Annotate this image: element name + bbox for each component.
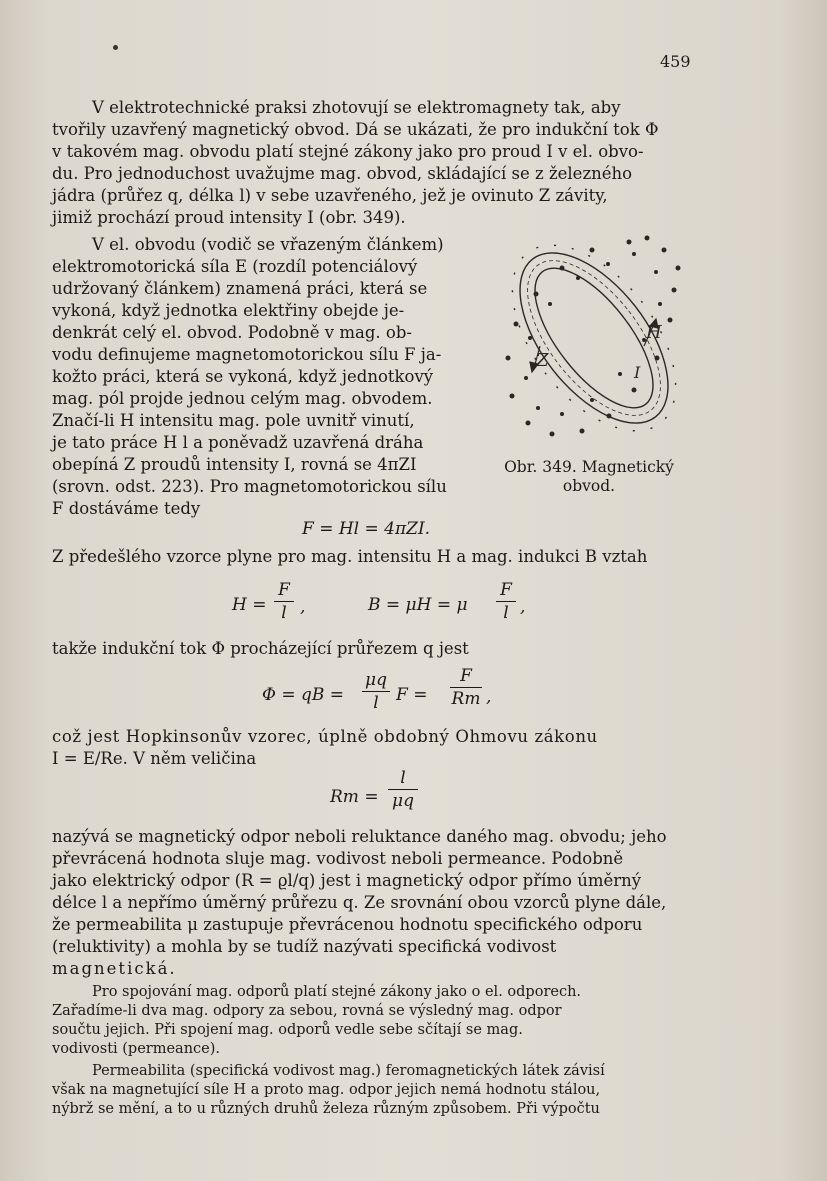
text-line: takže indukční tok Φ procházející průřezem q jest (52, 639, 469, 658)
p1-line: jádra (průřez q, délka l) v sebe uzavřeného, jež je ovinuto Z závity, (52, 186, 608, 205)
p2-line: je tato práce H l a poněvadž uzavřená dráha (52, 433, 424, 452)
p1-line: du. Pro jednoduchost uvažujme mag. obvod, skládající se z železného (52, 164, 633, 183)
text-line: nazývá se magnetický odpor neboli reluktance daného mag. obvodu; jeho (52, 827, 667, 846)
numerator: l (400, 768, 406, 788)
p2-line: (srovn. odst. 223). Pro magnetomotorickou sílu (52, 477, 447, 496)
p2-line: kožto práci, která se vykoná, když jednotkový (52, 367, 434, 386)
small-line: součtu jejich. Při spojení mag. odporů vedle sebe sčítají se mag. (52, 1022, 523, 1038)
p2-line: elektromotorická síla E (rozdíl potenciálový (52, 257, 418, 276)
p2-line: Značí-li H intensitu mag. pole uvnitř vinutí, (52, 411, 415, 430)
fraction-muq-over-l (362, 670, 390, 713)
equation-rm-lhs: Rm = (330, 787, 379, 807)
p2-line: F dostáváme tedy (52, 499, 201, 518)
numerator: F (460, 666, 472, 686)
text-line: převrácená hodnota sluje mag. vodivost neboli permeance. Podobně (52, 849, 624, 868)
fraction-f-over-rm (450, 666, 482, 709)
fraction-f-over-l (274, 580, 294, 623)
p2-line: denkrát celý el. obvod. Podobně v mag. ob- (52, 323, 412, 342)
text-line: délce l a nepřímo úměrný průřezu q. Ze srovnání obou vzorců plyne dále, (52, 893, 667, 912)
p2-line: vodu definujeme magnetomotorickou sílu F ja- (52, 345, 442, 364)
magnetic-circuit-figure (494, 228, 694, 450)
p2-line: vykoná, když jednotka elektřiny obejde je- (52, 301, 405, 320)
denominator: l (503, 603, 509, 623)
equation-phi-lhs: Φ = qB = (262, 685, 345, 705)
ink-spot (113, 45, 118, 50)
denominator: Rm (451, 689, 481, 709)
text-line: Z předešlého vzorce plyne pro mag. intensitu H a mag. indukci B vztah (52, 547, 648, 566)
caption-line: Obr. 349. Magnetický (504, 458, 674, 476)
numerator: F (278, 580, 290, 600)
text-line: (reluktivity) a mohla by se tudíž nazývati specifická vodivost (52, 937, 557, 956)
small-line: Permeabilita (specifická vodivost mag.) feromagnetických látek závisí (92, 1063, 605, 1079)
text-line: magnetická. (52, 959, 177, 978)
page-number: 459 (660, 52, 691, 71)
p2-line: udržovaný článkem) znamená práci, která se (52, 279, 428, 298)
p2-line: obepíná Z proudů intensity I, rovná se 4πZI (52, 455, 417, 474)
p1-line: V elektrotechnické praksi zhotovují se elektromagnety tak, aby (92, 98, 621, 117)
small-line: vodivosti (permeance). (52, 1041, 221, 1057)
numerator: μq (365, 670, 387, 690)
denominator: l (373, 693, 379, 713)
small-line: nýbrž se mění, a to u různých druhů železa různým způsobem. Při výpočtu (52, 1101, 600, 1117)
text-line: že permeabilita μ zastupuje převrácenou hodnotu specifického odporu (52, 915, 643, 934)
figure-caption (494, 458, 684, 496)
fraction-l-over-muq (388, 768, 418, 811)
equation-b: B = μH = μ (368, 595, 468, 615)
denominator: μq (392, 791, 414, 811)
text-line: jako elektrický odpor (R = ϱl/q) jest i magnetický odpor přímo úměrný (52, 871, 642, 890)
text-line: což jest Hopkinsonův vzorec, úplně obdobný Ohmovu zákonu (52, 727, 598, 746)
figure-label-h: H (646, 322, 662, 343)
p1-line: jimiž prochází proud intensity I (obr. 349). (52, 208, 406, 227)
equation-h-lhs: H = (232, 595, 267, 615)
small-line: Pro spojování mag. odporů platí stejné zákony jako o el. odporech. (92, 984, 582, 1000)
small-line: Zařadíme-li dva mag. odpory za sebou, rovná se výsledný mag. odpor (52, 1003, 562, 1019)
book-page: 459 V elektrotechnické praksi zhotovují se elektromagnety tak, aby tvořily uzavřený magnetický obvod. Dá se ukázati, že pro indukční tok Φ v takovém mag. obvodu platí stejné zákony jako pro proud I v el. obvo- du. Pro jednoduchost uvažujme mag. obvod, skládající se z železného jádra (průřez q, délka l) v sebe uzavřeného, jež je ovinuto Z závity, jimiž prochází proud intensity I (obr. 349). V el. obvodu (vodič se vřazeným článkem) elektromotorická síla E (rozdíl potenciálový udržovaný článkem) znamená práci, která se vykoná, když jednotka elektřiny obejde je- denkrát celý el. obvod. Podobně v mag. ob- vodu definujeme magnetomotorickou sílu F ja- kožto práci, která se vykoná, když jednotkový mag. pól projde jednou celým mag. obvodem. Značí-li H intensitu mag. pole uvnitř vinutí, je tato práce H l a poněvadž uzavřená dráha obepíná Z proudů intensity I, rovná se 4πZI (srovn. odst. 223). Pro magnetomotorickou sílu F dostáváme tedy Z H I Obr. 349. Magnetický obvod. F = Hl = 4πZI. Z předešlého vzorce plyne pro mag. intensitu H a mag. indukci B vztah H = F l , B = μH = μ F l , takže indukční tok Φ procházející průřezem q jest Φ = qB = μq l F = F Rm , což jest Hopkinsonův vzorec, úplně obdobný Ohmovu zákonu I = E/Re. V něm veličina Rm = l μq nazývá se magnetický odpor neboli reluktance daného mag. obvodu; jeho převrácená hodnota sluje mag. vodivost neboli permeance. Podobně jako elektrický odpor (R = ϱl/q) jest i magnetický odpor přímo úměrný délce l a nepřímo úměrný průřezu q. Ze srovnání obou vzorců plyne dále, že permeabilita μ zastupuje převrácenou hodnotu specifického odporu (reluktivity) a mohla by se tudíž nazývati specifická vodivost magnetická. Pro spojování mag. odporů platí stejné zákony jako o el. odporech. Zařadíme-li dva mag. odpory za sebou, rovná se výsledný mag. odpor součtu jejich. Při spojení mag. odporů vedle sebe sčítají se mag. vodivosti (permeance). Permeabilita (specifická vodivost mag.) feromagnetických látek závisí však na magnetující síle H a proto mag. odpor jejich nemá hodnotu stálou, nýbrž se mění, a to u různých druhů železa různým způsobem. Při výpočtu (0, 0, 827, 1181)
text-line: I = E/Re. V něm veličina (52, 749, 257, 768)
figure-label-i: I (634, 363, 641, 382)
small-line: však na magnetující síle H a proto mag. odpor jejich nemá hodnotu stálou, (52, 1082, 601, 1098)
fraction-f-over-l (496, 580, 516, 623)
caption-line: obvod. (562, 477, 616, 495)
p1-line: tvořily uzavřený magnetický obvod. Dá se ukázati, že pro indukční tok Φ (52, 120, 659, 139)
equation-mmf: F = Hl = 4πZI. (302, 519, 431, 539)
p2-line: mag. pól projde jednou celým mag. obvodem. (52, 389, 433, 408)
denominator: l (281, 603, 287, 623)
p1-line: v takovém mag. obvodu platí stejné zákony jako pro proud I v el. obvo- (52, 142, 644, 161)
figure-label-z: Z (536, 350, 549, 371)
p2-line: V el. obvodu (vodič se vřazeným článkem) (92, 235, 444, 254)
numerator: F (500, 580, 512, 600)
